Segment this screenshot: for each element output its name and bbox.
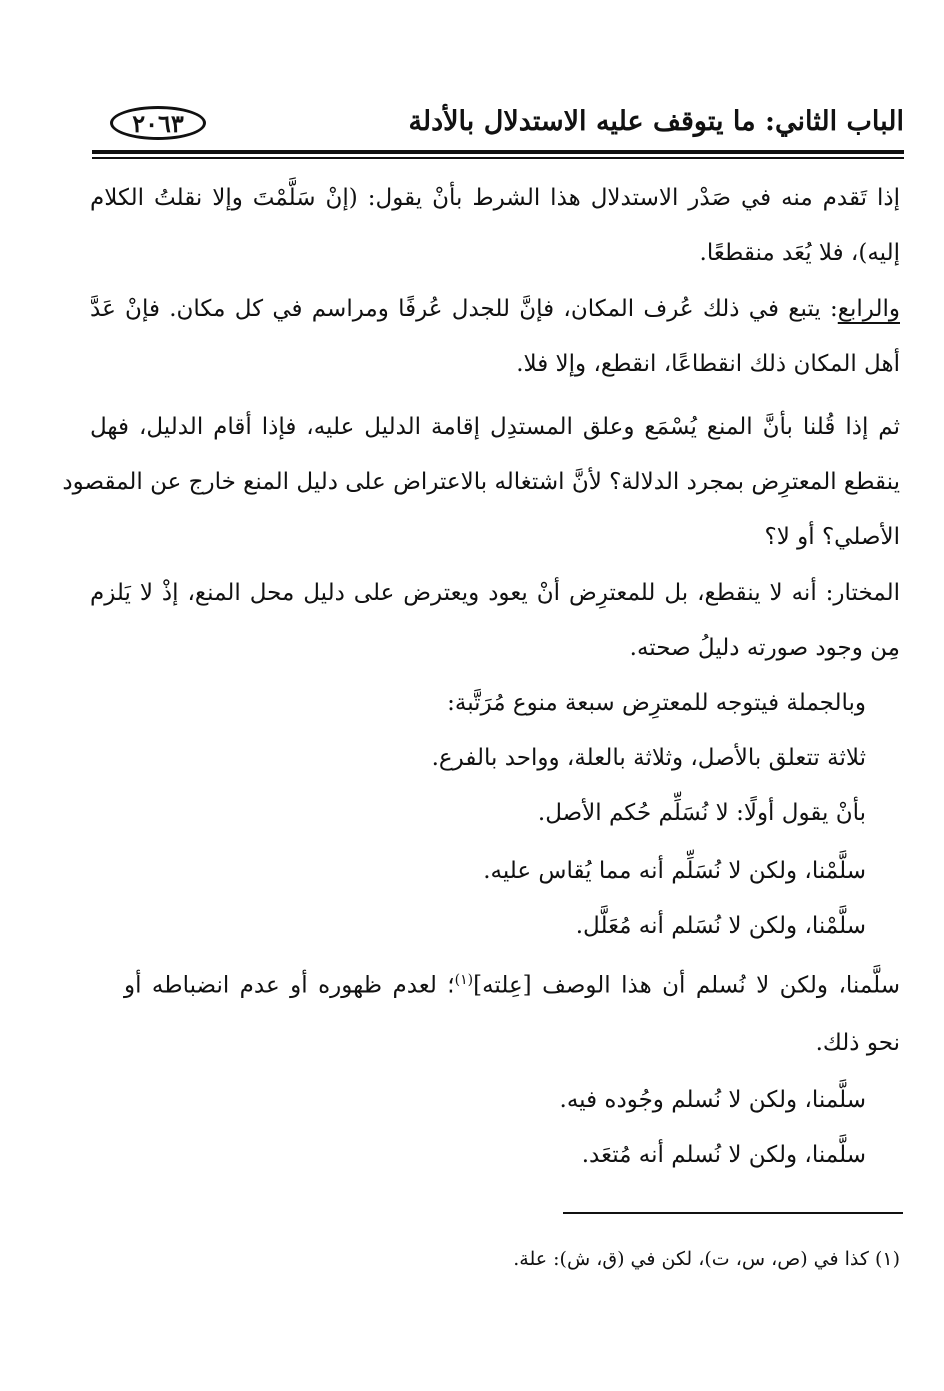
paragraph-10-text-b: ؛ لعدم ظهوره أو عدم انضباطه أو — [124, 972, 455, 999]
paragraph-4-line-1: المختار: أنه لا ينقطع، بل للمعترِض أنْ يعود ويعترض على دليل محل المنع، إذْ لا يَلزم — [90, 580, 900, 606]
paragraph-12: سلَّمنا، ولكن لا نُسلم أنه مُتعَد. — [581, 1142, 866, 1168]
paragraph-2-line-1 — [90, 296, 900, 322]
page-header — [92, 100, 904, 152]
paragraph-1-line-2: إليه)، فلا يُعَد منقطعًا. — [699, 240, 900, 266]
paragraph-6: ثلاثة تتعلق بالأصل، وثلاثة بالعلة، وواحد بالفرع. — [431, 745, 866, 771]
paragraph-11: سلَّمنا، ولكن لا نُسلم وجُوده فيه. — [559, 1087, 866, 1113]
paragraph-2-line-1-rest: : يتبع في ذلك عُرف المكان، فإنَّ للجدل عُرفًا ومراسم في كل مكان. فإنْ عَدَّ — [90, 296, 838, 322]
paragraph-2-lead-word: والرابع — [837, 296, 900, 322]
page-number-badge — [110, 106, 206, 140]
paragraph-10-line-1 — [124, 972, 900, 999]
paragraph-10-text-a: سلَّمنا، ولكن لا نُسلم أن هذا الوصف [عِلته] — [473, 972, 900, 999]
paragraph-9: سلَّمْنا، ولكن لا نُسَلم أنه مُعَلَّل. — [575, 913, 866, 939]
header-rule-thin — [92, 157, 904, 159]
paragraph-10-line-2: نحو ذلك. — [815, 1030, 900, 1056]
paragraph-3-line-1: ثم إذا قُلنا بأنَّ المنع يُسْمَع وعلق المستدِل إقامة الدليل عليه، فإذا أقام الدليل، فهل — [90, 414, 900, 440]
page-number: ٢٠٦٣ — [132, 108, 184, 138]
paragraph-1-line-1: إذا تَقدم منه في صَدْر الاستدلال هذا الشرط بأنْ يقول: (إنْ سَلَّمْتَ وإلا نقلتُ الكلام — [90, 185, 900, 211]
paragraph-4-line-2: مِن وجود صورته دليلُ صحته. — [629, 635, 900, 661]
footnote-reference: (١) — [454, 972, 474, 988]
paragraph-7: بأنْ يقول أولًا: لا نُسَلِّم حُكم الأصل. — [537, 800, 866, 826]
paragraph-5: وبالجملة فيتوجه للمعترِض سبعة منوع مُرَتَّبة: — [447, 690, 866, 716]
paragraph-3-line-3: الأصلي؟ أو لا؟ — [764, 524, 900, 550]
paragraph-2-line-2: أهل المكان ذلك انقطاعًا، انقطع، وإلا فلا. — [516, 351, 900, 377]
header-rule-thick — [92, 150, 904, 154]
chapter-title: الباب الثاني: ما يتوقف عليه الاستدلال بالأدلة — [408, 106, 904, 137]
paragraph-3-line-2: ينقطع المعترِض بمجرد الدلالة؟ لأنَّ اشتغاله بالاعتراض على دليل المنع خارج عن المقصود — [62, 469, 900, 495]
footnote-separator — [563, 1212, 903, 1214]
paragraph-8: سلَّمْنا، ولكن لا نُسَلِّم أنه مما يُقاس عليه. — [483, 858, 866, 884]
footnote: (١) كذا في (ص، س، ت)، لكن في (ق، ش): علة. — [513, 1248, 900, 1270]
